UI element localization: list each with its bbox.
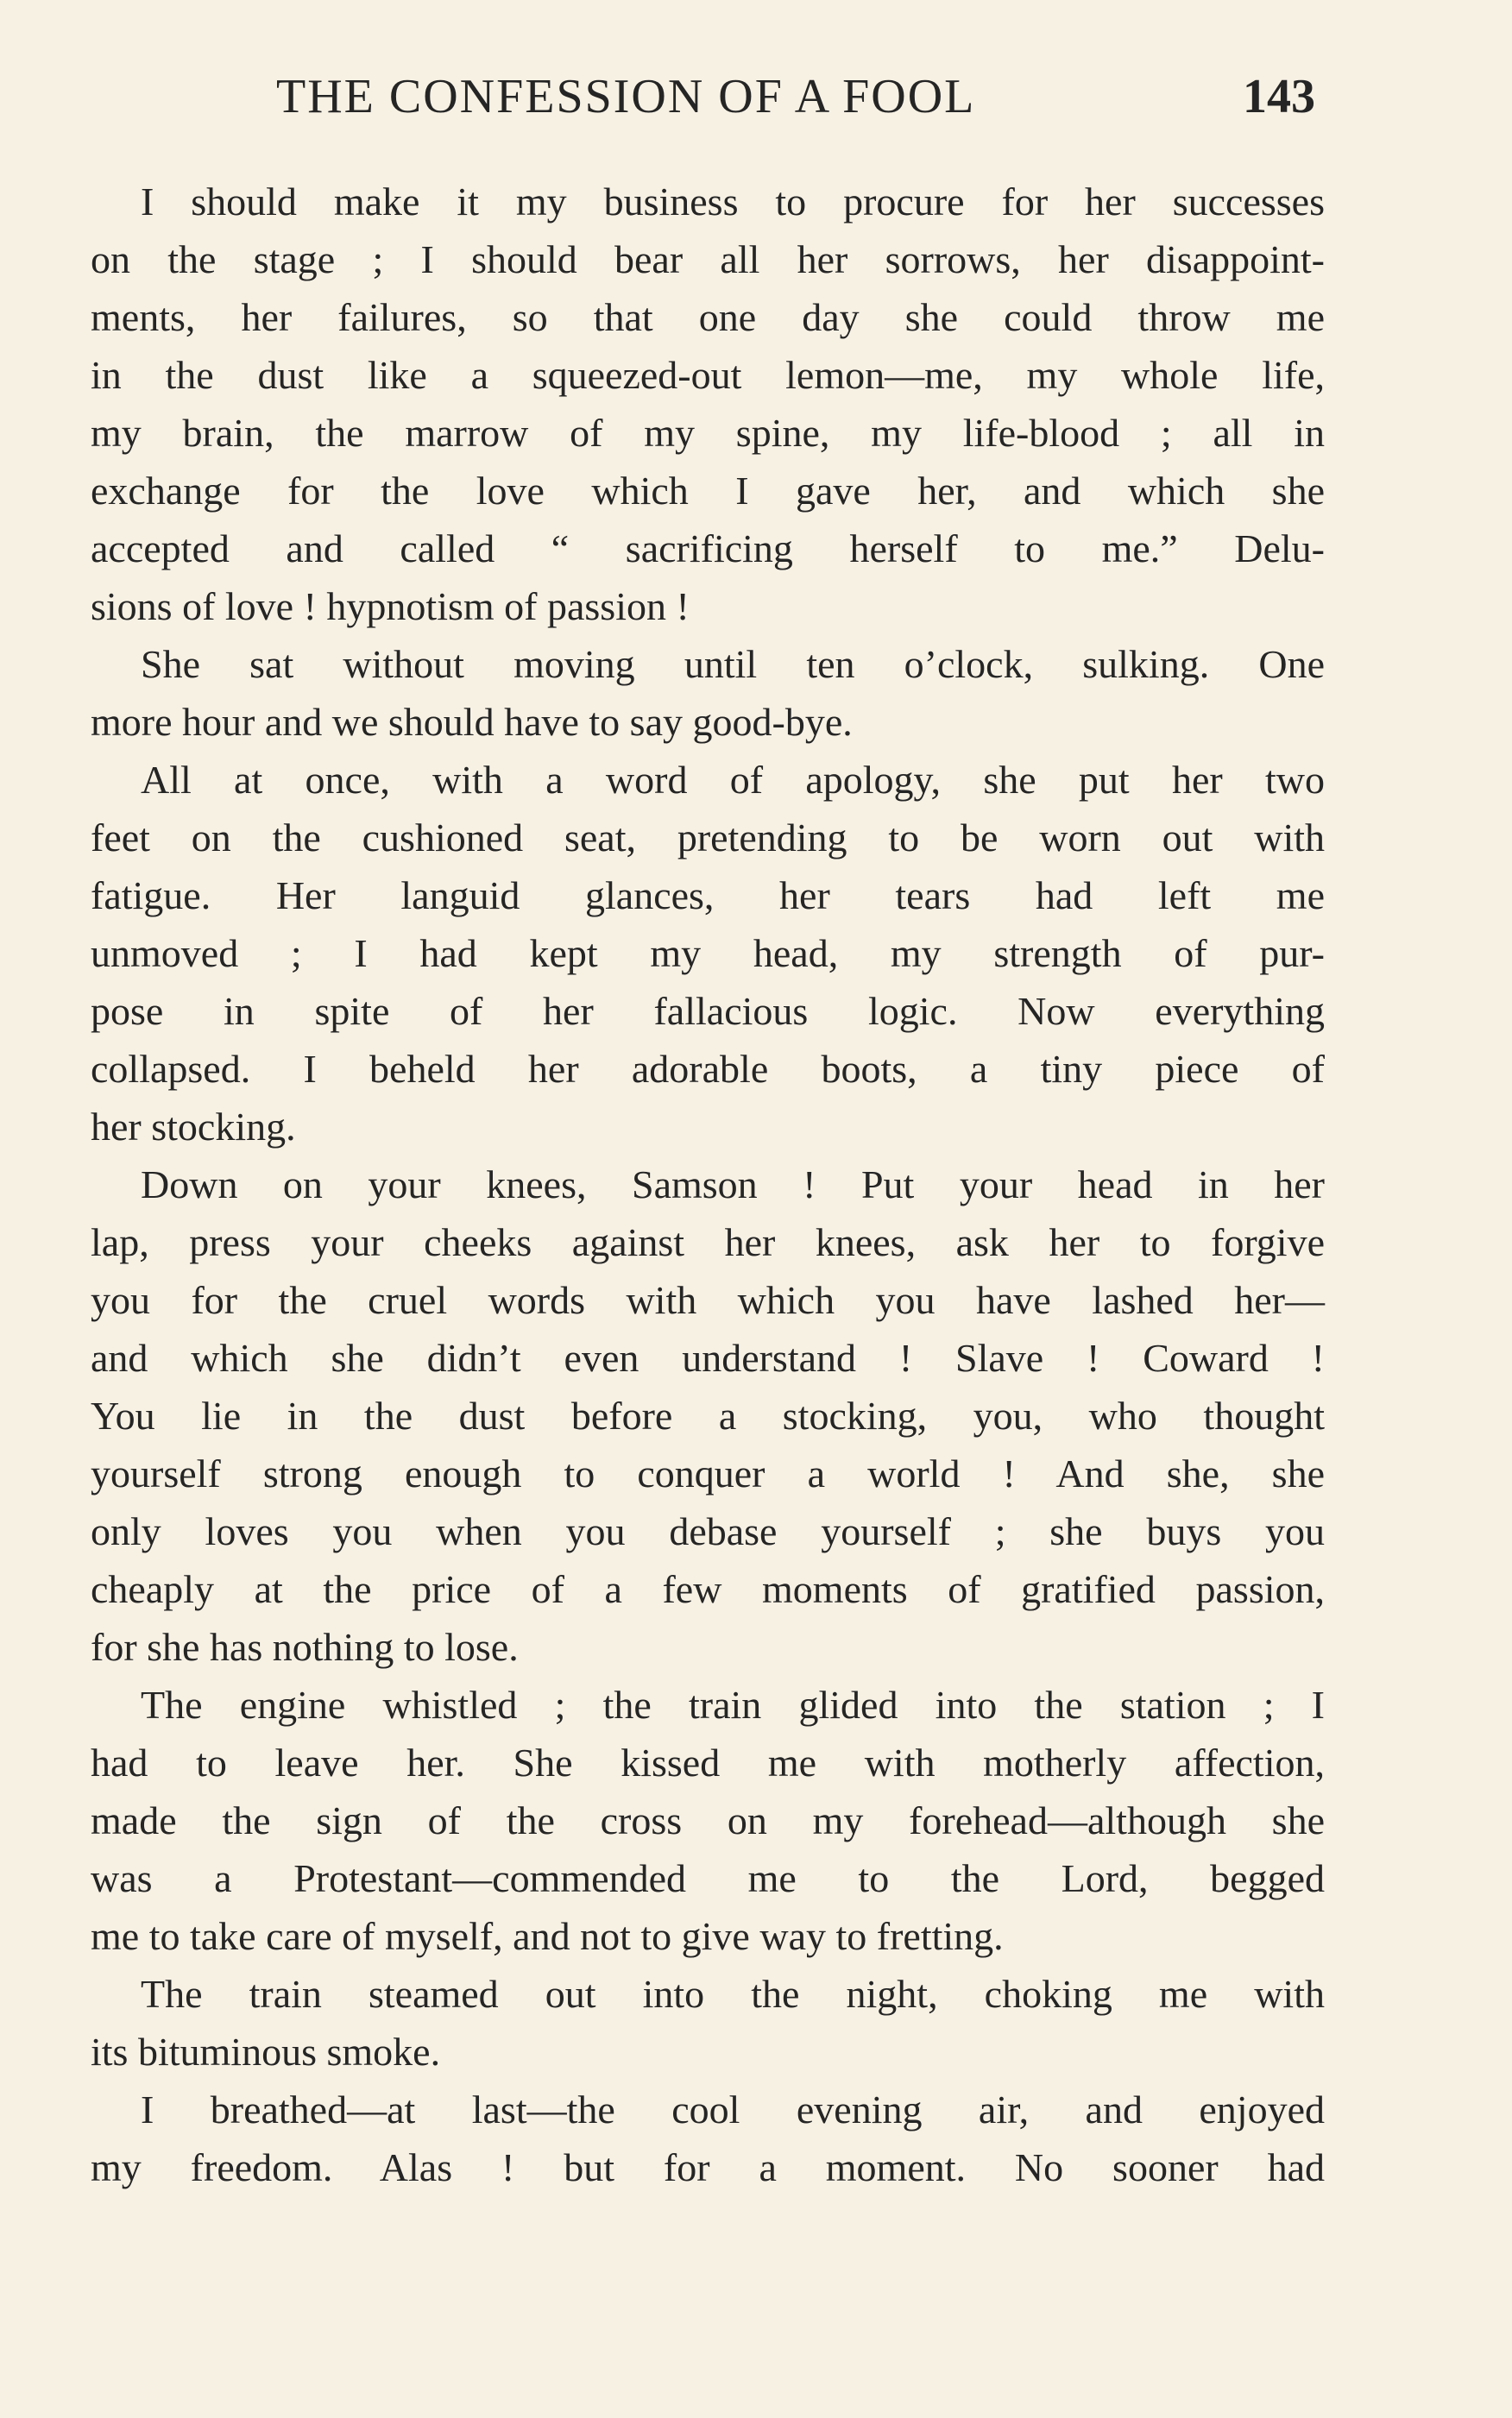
- text-line: yourself strong enough to conquer a world ! And she, she: [91, 1451, 1325, 1496]
- page-number: 143: [1243, 70, 1315, 123]
- text-line: Down on your knees, Samson ! Put your head in her: [141, 1162, 1325, 1206]
- text-line: feet on the cushioned seat, pretending to be worn out with: [91, 815, 1325, 860]
- text-line: her stocking.: [91, 1105, 296, 1149]
- text-line: its bituminous smoke.: [91, 2030, 441, 2074]
- text-line: accepted and called “ sacrificing herself to me.” Delu-: [91, 526, 1325, 570]
- text-line: I breathed—at last—the cool evening air, and enjoyed: [141, 2087, 1325, 2131]
- text-line: more hour and we should have to say good-bye.: [91, 700, 853, 744]
- text-line: and which she didn’t even understand ! Slave ! Coward !: [91, 1336, 1325, 1380]
- text-line: me to take care of myself, and not to give way to fretting.: [91, 1914, 1004, 1958]
- text-line: collapsed. I beheld her adorable boots, a tiny piece of: [91, 1047, 1325, 1091]
- text-line: pose in spite of her fallacious logic. Now everything: [91, 989, 1325, 1033]
- text-line: fatigue. Her languid glances, her tears had left me: [91, 873, 1325, 917]
- text-line: on the stage ; I should bear all her sorrows, her disappoint-: [91, 237, 1325, 281]
- text-line: made the sign of the cross on my forehead—although she: [91, 1798, 1325, 1842]
- text-line: had to leave her. She kissed me with motherly affection,: [91, 1741, 1325, 1785]
- text-line: cheaply at the price of a few moments of gratified passion,: [91, 1567, 1325, 1611]
- text-line: you for the cruel words with which you have lashed her—: [91, 1278, 1325, 1322]
- text-line: for she has nothing to lose.: [91, 1625, 519, 1669]
- text-line: The train steamed out into the night, choking me with: [141, 1972, 1325, 2016]
- text-line: lap, press your cheeks against her knees, ask her to forgive: [91, 1220, 1325, 1264]
- text-line: The engine whistled ; the train glided into the station ; I: [141, 1683, 1325, 1727]
- text-line: only loves you when you debase yourself ; she buys you: [91, 1509, 1325, 1553]
- text-line: exchange for the love which I gave her, and which she: [91, 469, 1325, 513]
- text-line: ments, her failures, so that one day she could throw me: [91, 295, 1325, 339]
- text-line: You lie in the dust before a stocking, you, who thought: [91, 1394, 1325, 1438]
- text-line: I should make it my business to procure for her successes: [141, 179, 1325, 224]
- text-line: was a Protestant—commended me to the Lord, begged: [91, 1856, 1325, 1900]
- text-line: All at once, with a word of apology, she put her two: [141, 758, 1325, 802]
- running-title: THE CONFESSION OF A FOOL: [276, 70, 976, 123]
- text-line: unmoved ; I had kept my head, my strength of pur-: [91, 931, 1325, 975]
- text-line: She sat without moving until ten o’clock, sulking. One: [141, 642, 1325, 686]
- text-line: in the dust like a squeezed-out lemon—me, my whole life,: [91, 353, 1325, 397]
- text-line: my freedom. Alas ! but for a moment. No sooner had: [91, 2145, 1325, 2189]
- text-line: my brain, the marrow of my spine, my life-blood ; all in: [91, 411, 1325, 455]
- page-header: [86, 69, 1329, 138]
- body-text: [91, 173, 1325, 2196]
- text-line: sions of love ! hypnotism of passion !: [91, 584, 690, 628]
